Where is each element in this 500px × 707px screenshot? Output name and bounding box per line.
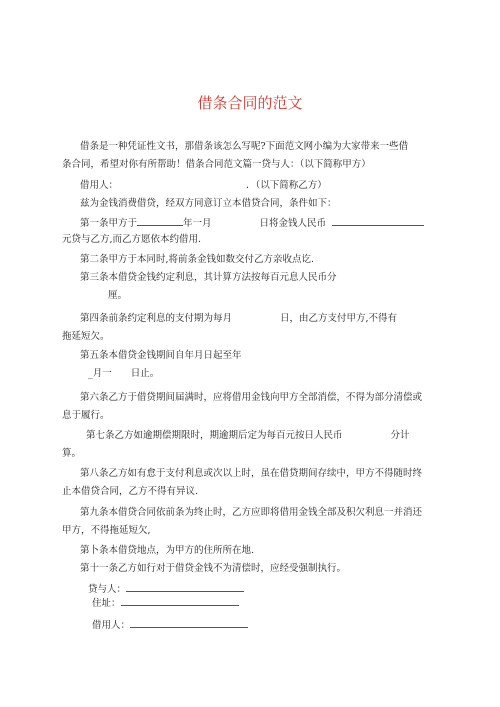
signature-address bbox=[92, 596, 239, 610]
article-6-line-1: 第六条乙方于借贷期间届满时，应将借用金钱向甲方全部消偿，不得为部分清偿或 bbox=[80, 392, 423, 403]
borrower-label: 借用人： bbox=[80, 180, 119, 191]
article-1-amount-blank bbox=[332, 216, 424, 226]
intro-line-1: 借条是一种凭证性文书，那借条该怎么写呢?下面范文网小编为大家带来一些借 bbox=[80, 141, 409, 152]
signature-lender bbox=[88, 582, 244, 596]
article-3-line-2: 厘。 bbox=[108, 290, 128, 301]
article-1-text-b: 年一月 bbox=[183, 218, 212, 229]
article-8-line-1: 第八条乙方如有怠于支付利息或次以上时，虽在借贷期间存续中，甲方不得随时终 bbox=[80, 468, 423, 479]
preamble: 兹为金钱消费借贷，经双方同意订立本借贷合同，条件如下： bbox=[80, 198, 337, 209]
signature-address-label: 住址： bbox=[92, 598, 121, 609]
intro-line-2: 条合同，希望对你有所帮助！借条合同范文篇一贷与人：（以下简称甲方） bbox=[62, 159, 371, 170]
signature-address-blank bbox=[121, 596, 239, 606]
article-7-text-a: 第七条乙方如逾期偿期限时，期逾期后定为每百元按日人民币 bbox=[86, 430, 343, 441]
article-8-line-2: 止本借贷合同，乙方不得有异议. bbox=[62, 486, 199, 497]
article-1-text-a: 第一条甲方于 bbox=[80, 218, 138, 229]
borrower-line bbox=[80, 180, 327, 192]
article-2: 第二条甲方于本同时,将前条金钱如数交付乙方亲收点讫. bbox=[80, 254, 315, 265]
signature-lender-blank bbox=[126, 582, 244, 592]
article-7-text-b: 分计 bbox=[390, 430, 410, 441]
borrower-note: ．（以下简称乙方） bbox=[246, 180, 327, 191]
signature-lender-label: 贷与人： bbox=[88, 584, 127, 595]
article-4-text-b: 日，由乙方支付甲方,不得有 bbox=[280, 313, 398, 324]
signature-borrower-blank bbox=[130, 618, 248, 628]
article-4-text-a: 第四条前条约定利息的支付期为每月 bbox=[80, 313, 233, 324]
article-9-line-1: 第九条本借贷合同依前条为终止时，乙方应即将借用金钱全部及积欠利息一并消还 bbox=[80, 507, 423, 518]
article-5-line-2: _月一 日止。 bbox=[88, 368, 160, 379]
article-4-line-2: 拖延短欠。 bbox=[62, 331, 110, 342]
article-6-line-2: 息于履行。 bbox=[62, 410, 110, 421]
article-1-line-2: 元贷与乙方,而乙方愿依本约借用. bbox=[62, 234, 202, 245]
article-9-line-2: 甲方，不得拖延短欠, bbox=[62, 525, 151, 536]
article-7-line-2: 算。 bbox=[62, 448, 82, 459]
article-1-year-blank bbox=[137, 216, 183, 226]
article-10: 第卜条本借贷地点，为甲方的住所所在地. bbox=[80, 545, 255, 556]
article-1-text-c: 日将金钱人民币 bbox=[259, 218, 327, 229]
article-3-line-1: 第三条本借贷金钱约定利息，其计算方法按每百元息人民币分 bbox=[80, 272, 337, 283]
article-1-line-1 bbox=[80, 216, 424, 230]
signature-borrower-label: 借用人： bbox=[92, 620, 131, 631]
article-7-line-1 bbox=[86, 430, 410, 442]
article-11: 第十一条乙方如行对于借贷金钱不为清偿时，应经受强制执行。 bbox=[80, 563, 347, 574]
article-4-line-1 bbox=[80, 313, 397, 325]
document-title: 借条合同的范文 bbox=[197, 94, 303, 112]
signature-borrower bbox=[92, 618, 248, 632]
article-5-line-1: 第五条本借贷金钱期间自年月日起至年 bbox=[80, 350, 242, 361]
